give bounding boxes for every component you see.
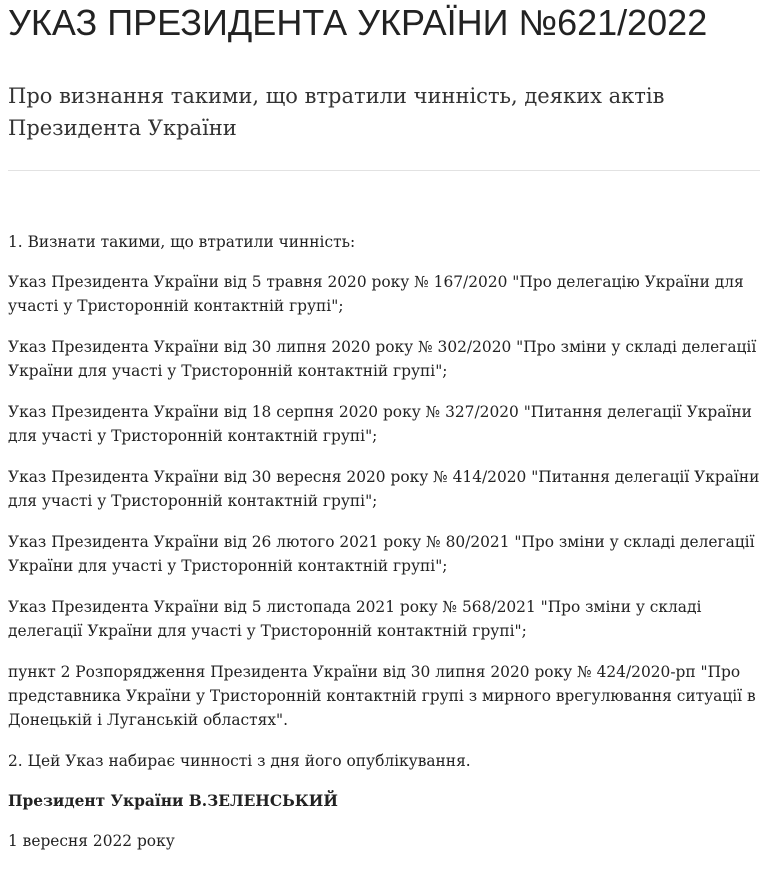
- document-body: [8, 230, 764, 869]
- list-item: Указ Президента України від 30 липня 2020 року № 302/2020 "Про зміни у складі делегації України для участі у Тристоронній контактній групі";: [8, 338, 757, 380]
- list-item: пункт 2 Розпорядження Президента України від 30 липня 2020 року № 424/2020-рп "Про представника України у Тристоронній контактній групі з мирного врегулювання ситуації в Донецькій і Луганській областях".: [8, 663, 756, 729]
- clause-1-intro: 1. Визнати такими, що втратили чинність:: [8, 233, 356, 251]
- list-item: Указ Президента України від 5 листопада 2021 року № 568/2021 "Про зміни у складі делегації України для участі у Тристоронній контактній групі";: [8, 598, 702, 640]
- clause-2: 2. Цей Указ набирає чинності з дня його опублікування.: [8, 752, 471, 770]
- list-item: Указ Президента України від 26 лютого 2021 року № 80/2021 "Про зміни у складі делегації України для участі у Тристоронній контактній групі";: [8, 533, 755, 575]
- signature: Президент України В.ЗЕЛЕНСЬКИЙ: [8, 792, 338, 810]
- document-date: 1 вересня 2022 року: [8, 832, 175, 850]
- list-item: Указ Президента України від 30 вересня 2020 року № 414/2020 "Питання делегації України для участі у Тристоронній контактній групі";: [8, 468, 760, 510]
- list-item: Указ Президента України від 18 серпня 2020 року № 327/2020 "Питання делегації України для участі у Тристоронній контактній групі";: [8, 403, 752, 445]
- page-title: УКАЗ ПРЕЗИДЕНТА УКРАЇНИ №621/2022: [8, 2, 708, 43]
- page-subtitle: Про визнання такими, що втратили чинність, деяких актів Президента України: [8, 84, 665, 140]
- divider: [8, 170, 760, 171]
- list-item: Указ Президента України від 5 травня 2020 року № 167/2020 "Про делегацію України для участі у Тристоронній контактній групі";: [8, 273, 744, 315]
